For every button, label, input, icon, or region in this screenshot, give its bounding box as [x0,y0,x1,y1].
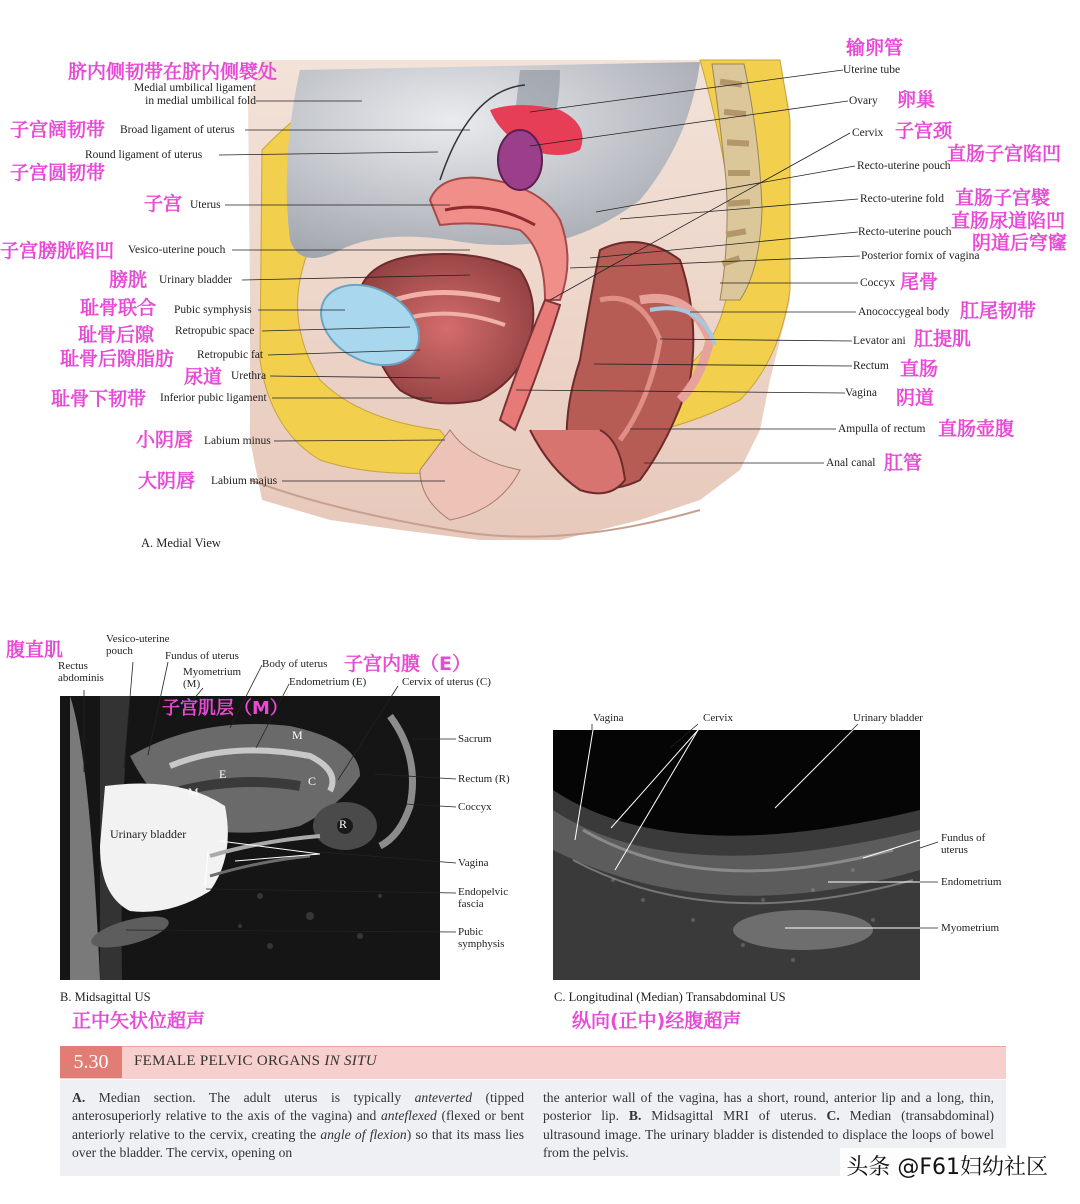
label-anal-canal: Anal canal [826,457,876,469]
label-fundus-us: Fundus of uterus [941,832,986,856]
label-retropubic-space: Retropubic space [175,325,255,337]
label-pubic-mri: Pubic symphysis [458,926,505,950]
label-endometrium-mri: Endometrium (E) [289,676,367,688]
label-cn-pubic-symphysis: 耻骨联合 [80,297,157,319]
label-cervix-mri: Cervix of uterus (C) [402,676,491,688]
label-cn-rectum: 直肠 [900,358,939,380]
figure-title-italic: IN SITU [324,1053,377,1069]
label-vagina-mri: Vagina [458,857,489,869]
label-cn-broad-ligament: 子宫阔韧带 [10,119,106,141]
label-endometrium-us: Endometrium [941,876,1002,888]
mri-mark-m1: M [292,728,303,742]
label-round-ligament: Round ligament of uterus [85,149,203,161]
label-fundus-mri: Fundus of uterus [165,650,239,662]
caption-column-1 [72,1089,524,1162]
label-bladder: Urinary bladder [159,274,233,286]
label-cn-inferior-pubic: 耻骨下韧带 [51,388,147,410]
label-vesico: Vesico-uterine pouch [106,633,170,657]
label-vagina: Vagina [845,387,877,399]
label-recto-pouch: Recto-uterine pouch [857,160,951,172]
label-recto-fold: Recto-uterine fold [860,193,944,205]
label-broad-ligament: Broad ligament of uterus [120,124,235,136]
caption-text-1d: ) so that its mass lies over the bladder. The cervix, opening on [72,1126,524,1160]
label-bladder-us: Urinary bladder [853,712,923,724]
figure-title [134,1053,377,1070]
label-cn-labium-majus: 大阴唇 [138,470,196,492]
label-cn-ovary: 卵巢 [897,89,936,111]
caption-italic-1: anteverted [414,1090,472,1105]
label-cn-bladder: 膀胱 [109,269,148,291]
label-body-uterus: Body of uterus [262,658,328,670]
caption-c-marker: C. [826,1108,840,1124]
label-vagina-us: Vagina [593,712,624,724]
caption-text-2b: Midsagittal MRI of uterus. [641,1108,827,1124]
label-inferior-pubic: Inferior pubic ligament [160,392,267,404]
label-medial-umbilical: Medial umbilical ligament in medial umbilical fold [134,82,256,107]
label-cn-urethra: 尿道 [184,366,223,388]
panel-b-caption: B. Midsagittal US [60,990,151,1004]
mri-label-bladder: Urinary bladder [110,827,187,841]
label-ovary: Ovary [849,95,878,107]
caption-text-1a: Median section. The adult uterus is typically [98,1090,415,1105]
label-cn-recto-pouch: 直肠子宫陷凹 [947,143,1062,165]
label-cervix-us: Cervix [703,712,733,724]
label-cervix: Cervix [852,127,884,139]
label-coccyx-mri: Coccyx [458,801,492,813]
label-uterus: Uterus [190,199,221,211]
label-rectus: Rectus abdominis [58,660,104,684]
label-cn-anal-canal: 肛管 [884,452,923,474]
label-cn-vagina: 阴道 [896,387,935,409]
label-retropubic-fat: Retropubic fat [197,349,264,361]
mri-mark-r: R [339,817,348,831]
caption-italic-3: angle of flexion [320,1126,407,1142]
label-rectum: Rectum [853,360,889,372]
panel-c-caption: C. Longitudinal (Median) Transabdominal US [554,990,786,1004]
label-cn-medial-umbilical: 脐内侧韧带在脐内侧襞处 [68,61,278,83]
label-ampulla: Ampulla of rectum [838,423,926,435]
label-cn-vesico-uterine: 子宫膀胱陷凹 [0,240,115,262]
caption-text-1b: (tipped anterosuperiorly relative to the axis of the vagina) and [72,1090,525,1124]
label-coccyx: Coccyx [860,277,896,289]
label-cn-recto-pouch2: 直肠尿道陷凹 [951,210,1066,232]
mri-mark-m2: M [188,785,199,799]
label-cn-cervix: 子宫颈 [895,120,953,142]
label-cn-posterior-fornix: 阴道后穹窿 [972,232,1068,254]
label-myometrium-us: Myometrium [941,922,1000,934]
caption-text-2a: the anterior wall of the vagina, has a short, round, anterior lip and a long, thin, posterior lip. [543,1090,994,1124]
label-cn-retropubic-fat: 耻骨后隙脂肪 [60,348,175,370]
label-anococcygeal: Anococcygeal body [858,306,950,318]
label-cn-coccyx: 尾骨 [900,271,939,293]
label-cn-anococcygeal: 肛尾韧带 [960,300,1037,322]
label-cn-endometrium: 子宫内膜（E） [344,653,471,675]
label-labium-majus: Labium majus [211,475,278,487]
label-cn-levator: 肛提肌 [914,328,972,350]
panel-c-caption-cn: 纵向(正中)经腹超声 [572,1010,742,1032]
caption-text-1c: (flexed or bent anteriorly relative to the cervix, creating the [72,1108,524,1142]
label-cn-uterine-tube: 输卵管 [846,37,904,59]
label-urethra: Urethra [231,370,267,382]
label-cn-labium-minus: 小阴唇 [136,429,194,451]
mri-mark-e: E [219,767,227,781]
label-recto-pouch-2: Recto-uterine pouch [858,226,952,238]
label-cn-uterus: 子宫 [144,193,183,215]
label-rectum-mri: Rectum (R) [458,773,510,785]
label-cn-retropubic-space: 耻骨后隙 [78,324,155,346]
mri-mark-c: C [308,774,317,788]
label-uterine-tube: Uterine tube [843,64,901,76]
label-cn-rectus: 腹直肌 [6,639,64,661]
label-myometrium-mri: Myometrium (M) [183,666,242,690]
label-labium-minus: Labium minus [204,435,271,447]
label-pubic-symphysis: Pubic symphysis [174,304,252,316]
watermark: 头条 @F61妇幼社区 [840,1148,1054,1183]
label-levator: Levator ani [853,335,906,347]
label-cn-recto-fold: 直肠子宫襞 [955,187,1051,209]
caption-b-marker: B. [628,1108,642,1124]
label-endopelvic: Endopelvic fascia [458,886,509,910]
figure-title-main: FEMALE PELVIC ORGANS [134,1053,325,1069]
label-sacrum: Sacrum [458,733,492,745]
caption-italic-2: anteflexed [381,1108,437,1124]
caption-text-2c: Median (transabdominal) ultrasound image. The urinary bladder is distended to displace the loops of bowel from the pelvis. [543,1108,994,1160]
caption-a-marker: A. [72,1090,99,1105]
label-cn-round-ligament: 子宫圆韧带 [10,162,106,184]
label-vesico-uterine: Vesico-uterine pouch [128,244,226,256]
label-posterior-fornix: Posterior fornix of vagina [861,250,980,262]
panel-b-caption-cn: 正中矢状位超声 [72,1010,206,1032]
panel-a-caption: A. Medial View [141,536,221,550]
label-cn-myometrium: 子宫肌层（M） [162,698,288,719]
figure-number: 5.30 [60,1046,122,1078]
label-cn-ampulla: 直肠壶腹 [938,418,1015,440]
